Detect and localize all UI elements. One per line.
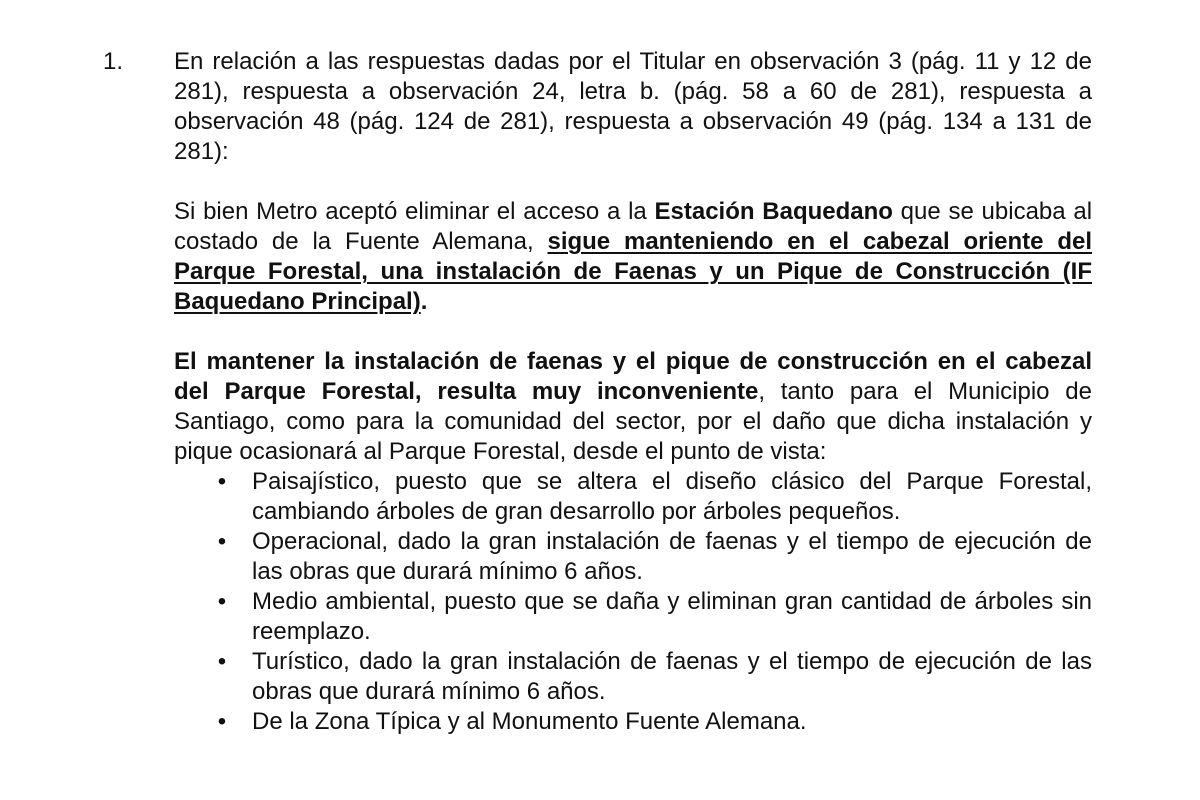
emphasis-text: sigue manteniendo en el cabezal oriente del Parque Forestal, una instalación de Faenas y un Pique de Construcción (IF Baquedano Principal) <box>174 228 1093 315</box>
viewpoint-list <box>174 467 1092 737</box>
inconvenience-section <box>174 347 1092 737</box>
list-item-text: Operacional, dado la gran instalación de faenas y el tiempo de ejecución de las obras que durará mínimo 6 años. <box>252 528 1092 585</box>
list-item-text: Medio ambiental, puesto que se daña y eliminan gran cantidad de árboles sin reemplazo. <box>252 588 1092 645</box>
bullet-icon: • <box>217 468 227 495</box>
item-content <box>174 47 1092 737</box>
inconvenience-paragraph <box>174 347 1092 467</box>
station-text-start: Si bien Metro aceptó eliminar el acceso a la <box>174 198 655 225</box>
item-number: 1. <box>103 48 124 75</box>
list-item-text: Paisajístico, puesto que se altera el diseño clásico del Parque Forestal, cambiando árboles de gran desarrollo por árboles pequeños. <box>252 468 1092 525</box>
inconvenience-lead: El mantener la instalación de faenas y el pique de construcción en el cabezal del Parque Forestal, resulta muy inconveniente <box>174 348 1092 405</box>
paragraph-end: . <box>420 288 428 315</box>
bullet-icon: • <box>217 648 227 675</box>
station-paragraph <box>174 197 1092 317</box>
station-name: Estación Baquedano <box>654 198 893 225</box>
bullet-icon: • <box>217 708 227 735</box>
list-item <box>174 707 1092 737</box>
list-item-text: Turístico, dado la gran instalación de faenas y el tiempo de ejecución de las obras que durará mínimo 6 años. <box>252 648 1092 705</box>
bullet-icon: • <box>217 588 227 615</box>
bullet-icon: • <box>217 528 227 555</box>
inconvenience-rest: , tanto para el Municipio de Santiago, como para la comunidad del sector, por el daño que dicha instalación y pique ocasionará al Parque Forestal, desde el punto de vista: <box>174 378 1092 465</box>
list-item <box>174 527 1092 587</box>
intro-paragraph: En relación a las respuestas dadas por el Titular en observación 3 (pág. 11 y 12 de 281), respuesta a observación 24, letra b. (pág. 58 a 60 de 281), respuesta a observación 48 (pág. 124 de 281), respuesta a observación 49 (pág. 134 a 131 de 281): <box>174 48 1092 165</box>
list-item-text: De la Zona Típica y al Monumento Fuente Alemana. <box>252 708 807 735</box>
list-item <box>174 587 1092 647</box>
list-item <box>174 467 1092 527</box>
list-item <box>174 647 1092 707</box>
station-text-middle: que se ubicaba al costado de la Fuente Alemana, <box>174 198 1093 255</box>
